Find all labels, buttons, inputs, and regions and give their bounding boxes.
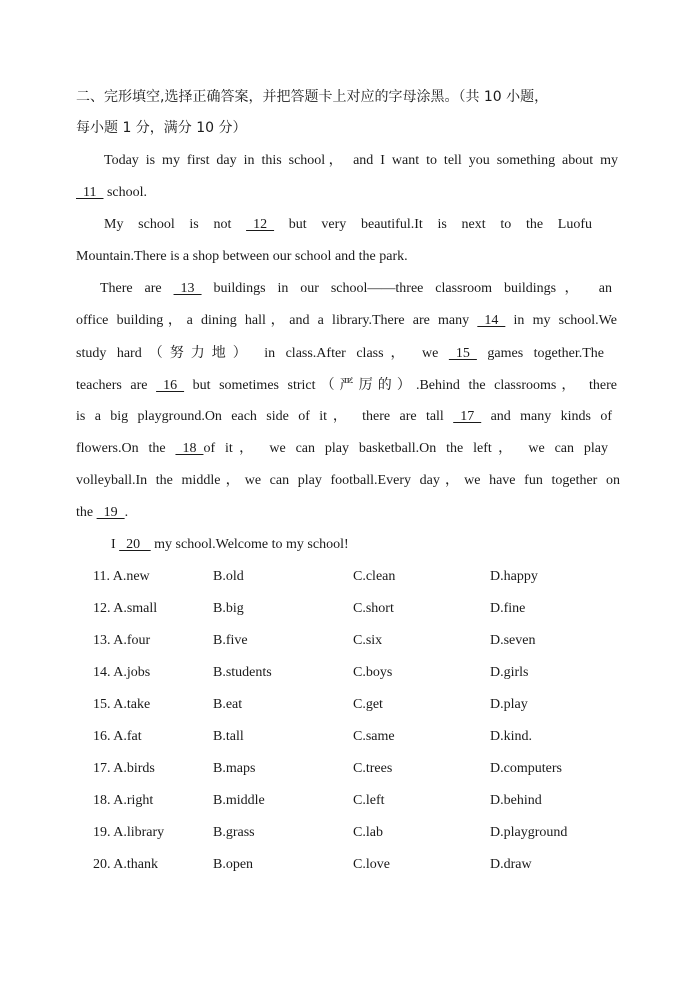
- option-c: C.six: [353, 633, 383, 648]
- option-a: 18. A.right: [93, 793, 154, 808]
- option-b: B.middle: [213, 793, 265, 808]
- option-b: B.students: [213, 665, 272, 680]
- option-a: 17. A.birds: [93, 761, 155, 776]
- option-d: D.happy: [490, 569, 538, 584]
- option-b: B.five: [213, 633, 248, 648]
- option-row-11: [93, 567, 613, 587]
- section-heading-line-1: 二、完形填空,选择正确答案，并把答题卡上对应的字母涂黑。（共 10 小题，: [76, 89, 549, 105]
- option-row-15: [93, 695, 613, 715]
- option-b: B.old: [213, 569, 244, 584]
- option-c: C.boys: [353, 665, 393, 680]
- blank-19: 19: [96, 505, 125, 520]
- option-a: 13. A.four: [93, 633, 151, 648]
- option-c: C.left: [353, 793, 385, 808]
- option-row-18: [93, 791, 613, 811]
- passage-line-10: flowers.On the 18 of it， we can play basketball.On the left， we can play: [76, 439, 608, 459]
- option-a: 11. A.new: [93, 569, 150, 584]
- passage-line-5: There are 13 buildings in our school——three classroom buildings， an: [100, 279, 612, 299]
- option-d: D.seven: [490, 633, 536, 648]
- option-c: C.clean: [353, 569, 396, 584]
- option-row-20: [93, 855, 613, 875]
- option-d: D.playground: [490, 825, 568, 840]
- option-c: C.trees: [353, 761, 393, 776]
- option-d: D.kind.: [490, 729, 532, 744]
- blank-11: 11: [76, 185, 104, 200]
- blank-14: 14: [477, 313, 506, 328]
- option-d: D.behind: [490, 793, 542, 808]
- option-c: C.love: [353, 857, 390, 872]
- passage-line-9: is a big playground.On each side of it， there are tall 17 and many kinds of: [76, 407, 612, 427]
- option-row-13: [93, 631, 613, 651]
- blank-15: 15: [448, 346, 477, 361]
- passage-line-6: office building，a dining hall，and a library.There are many 14 in my school.We: [76, 311, 617, 331]
- option-b: B.eat: [213, 697, 243, 712]
- option-a: 19. A.library: [93, 825, 165, 840]
- blank-13: 13: [173, 281, 202, 296]
- blank-17: 17: [453, 409, 482, 424]
- option-a: 12. A.small: [93, 601, 158, 616]
- passage-line-3: My school is not 12 but very beautiful.It is next to the Luofu: [104, 215, 592, 235]
- option-row-17: [93, 759, 613, 779]
- option-b: B.big: [213, 601, 244, 616]
- option-row-12: [93, 599, 613, 619]
- option-b: B.tall: [213, 729, 244, 744]
- passage-line-7: study hard（努力地） in class.After class， we 15 games together.The: [76, 343, 604, 364]
- section-heading-line-2: 每小题 1 分，满分 10 分）: [76, 120, 247, 136]
- option-b: B.maps: [213, 761, 256, 776]
- blank-18: 18: [175, 441, 204, 456]
- passage-line-8: teachers are 16 but sometimes strict（严厉的）.Behind the classrooms， there: [76, 375, 617, 396]
- passage-line-2: 11 school.: [76, 183, 620, 203]
- option-row-14: [93, 663, 613, 683]
- blank-16: 16: [156, 378, 185, 393]
- passage-line-11: volleyball.In the middle，we can play football.Every day，we have fun together on: [76, 473, 620, 488]
- option-b: B.grass: [213, 825, 255, 840]
- option-c: C.lab: [353, 825, 383, 840]
- option-d: D.computers: [490, 761, 562, 776]
- option-d: D.draw: [490, 857, 532, 872]
- option-c: C.get: [353, 697, 383, 712]
- option-a: 16. A.fat: [93, 729, 142, 744]
- passage-line-4: Mountain.There is a shop between our school and the park.: [76, 249, 408, 264]
- passage-line-13: I 20 my school.Welcome to my school!: [111, 535, 655, 555]
- option-b: B.open: [213, 857, 254, 872]
- option-row-19: [93, 823, 613, 843]
- option-a: 15. A.take: [93, 697, 151, 712]
- option-d: D.girls: [490, 665, 529, 680]
- option-c: C.same: [353, 729, 395, 744]
- option-a: 14. A.jobs: [93, 665, 151, 680]
- option-row-16: [93, 727, 613, 747]
- option-d: D.play: [490, 697, 528, 712]
- option-a: 20. A.thank: [93, 857, 158, 872]
- passage-line-12: the 19 .: [76, 503, 620, 523]
- option-c: C.short: [353, 601, 394, 616]
- option-d: D.fine: [490, 601, 526, 616]
- blank-12: 12: [246, 217, 275, 232]
- blank-20: 20: [119, 537, 151, 552]
- passage-line-1: Today is my first day in this school， and I want to tell you something about my: [104, 153, 618, 168]
